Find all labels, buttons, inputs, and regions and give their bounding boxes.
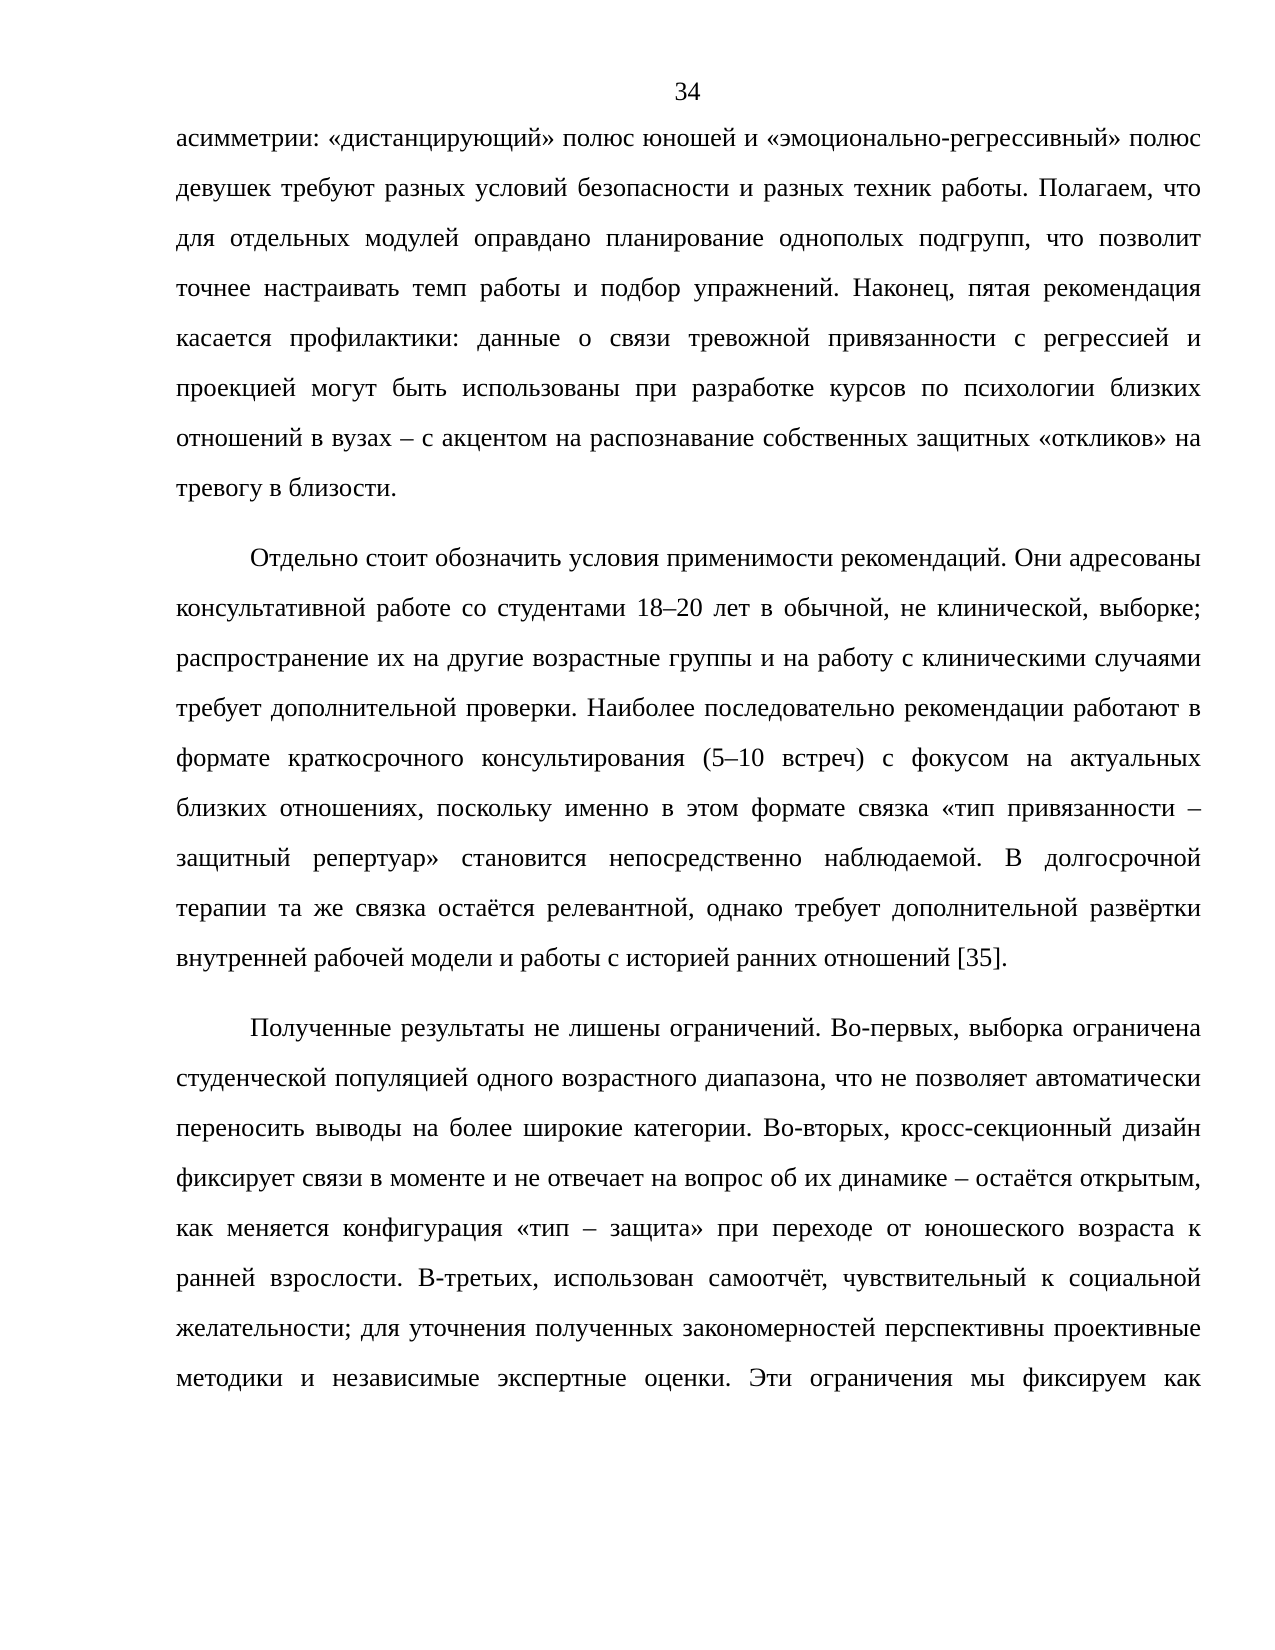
paragraph-continuation: асимметрии: «дистанцирующий» полюс юношей и «эмоционально-регрессивный» полюс девушек требуют разных условий безопасности и разных техник работы. Полагаем, что для отдельных модулей оправдано планирование однополых подгрупп, что позволит точнее настраивать темп работы и подбор упражнений. Наконец, пятая рекомендация касается профилактики: данные о связи тревожной привязанности с регрессией и проекцией могут быть использованы при разработке курсов по психологии близких отношений в вузах – с акцентом на распознавание собственных защитных «откликов» на тревогу в близости. [176,122,1201,502]
body-text [176,112,1201,1402]
paragraph-limitations: Полученные результаты не лишены ограничений. Во-первых, выборка ограничена студенческой популяцией одного возрастного диапазона, что не позволяет автоматически переносить выводы на более широкие категории. Во-вторых, кросс-секционный дизайн фиксирует связи в моменте и не отвечает на вопрос об их динамике – остаётся открытым, как меняется конфигурация «тип – защита» при переходе от юношеского возраста к ранней взрослости. В-третьих, использован самоотчёт, чувствительный к социальной желательности; для уточнения полученных закономерностей перспективны проективные методики и независимые экспертные оценки. Эти ограничения мы фиксируем как [176,1012,1201,1392]
page-number: 34 [674,77,701,106]
paragraph-applicability: Отдельно стоит обозначить условия применимости рекомендаций. Они адресованы консультативной работе со студентами 18–20 лет в обычной, не клинической, выборке; распространение их на другие возрастные группы и на работу с клиническими случаями требует дополнительной проверки. Наиболее последовательно рекомендации работают в формате краткосрочного консультирования (5–10 встреч) с фокусом на актуальных близких отношениях, поскольку именно в этом формате связка «тип привязанности – защитный репертуар» становится непосредственно наблюдаемой. В долгосрочной терапии та же связка остаётся релевантной, однако требует дополнительной развёртки внутренней рабочей модели и работы с историей ранних отношений [35]. [176,542,1201,972]
